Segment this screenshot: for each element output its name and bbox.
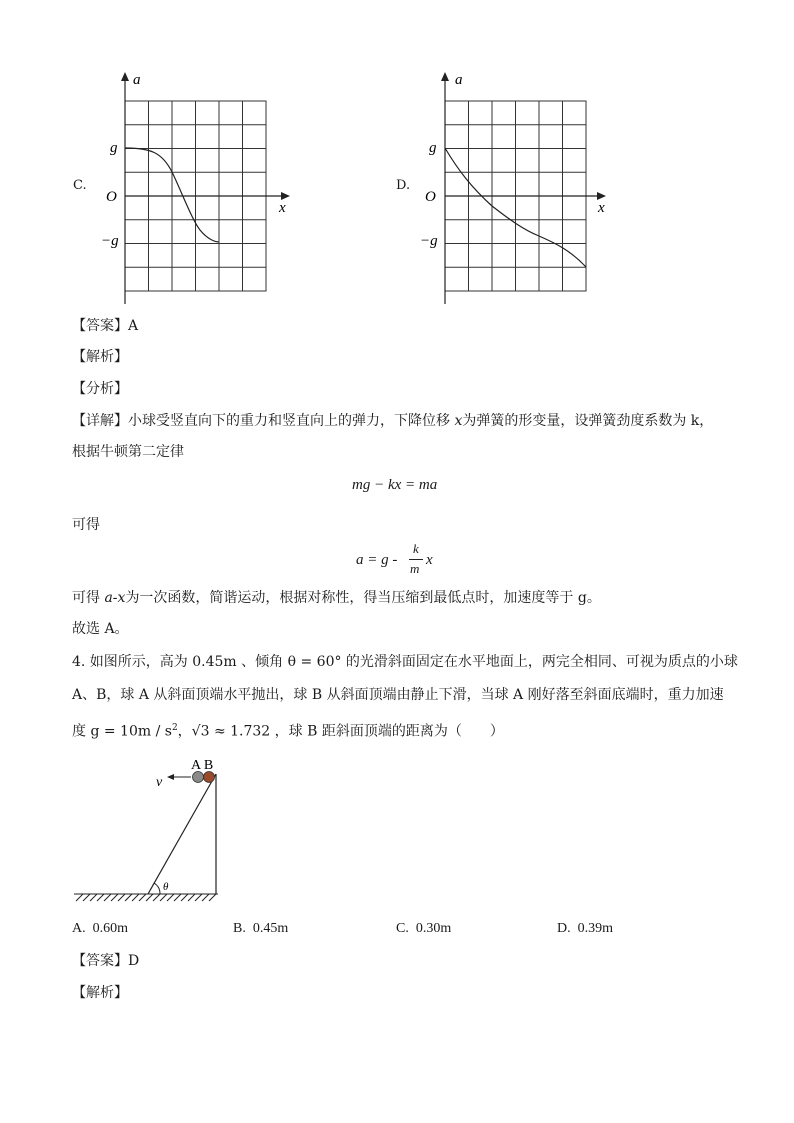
q4-option-c[interactable] xyxy=(396,921,451,937)
graph-c-tick-g: g xyxy=(110,140,118,156)
q4-option-d-letter: D. xyxy=(557,921,571,936)
theta-arc xyxy=(154,883,160,894)
q4-stem-line-3 xyxy=(72,718,504,742)
option-d-label: D. xyxy=(396,178,411,193)
graph-c-axis-x: x xyxy=(279,200,286,216)
graph-d-x-arrow-icon xyxy=(597,192,606,200)
q3-answer-line xyxy=(72,316,138,336)
q4-option-a-value: 0.60m xyxy=(92,921,129,936)
q4-option-c-value: 0.30m xyxy=(415,921,452,936)
graph-c xyxy=(100,68,300,308)
q4-stem-line-1: 4. 如图所示，高为 0.45m 、倾角 θ = 60° 的光滑斜面固定在水平地面上，两完全相同、可视为质点的小球 xyxy=(72,654,738,670)
ball-a-icon xyxy=(193,772,204,783)
q4-option-d-value: 0.39m xyxy=(577,921,614,936)
graph-d xyxy=(420,68,620,308)
q4-option-b-value: 0.45m xyxy=(252,921,289,936)
q3-conclusion-2: 为一次函数，简谐运动，根据对称性，得当压缩到最低点时，加速度等于 g。 xyxy=(125,590,601,606)
q3-detail-text-2: 为弹簧的形变量，设弹簧劲度系数为 k， xyxy=(462,413,714,429)
q3-eq2-denominator: m xyxy=(410,561,420,576)
q4-answer-tag: 【答案】 xyxy=(72,953,128,969)
q4-figure xyxy=(70,752,230,907)
q4-stem-line-2: A、B，球 A 从斜面顶端水平抛出，球 B 从斜面顶端由静止下滑，当球 A 刚好落至斜面底端时，重力加速 xyxy=(72,687,724,703)
q4-analysis-tag: 【解析】 xyxy=(72,985,128,1001)
q3-detail-var-x: x xyxy=(454,413,463,429)
q3-analysis-tag: 【解析】 xyxy=(72,349,128,365)
incline-slope xyxy=(148,774,216,894)
q3-conclusion-1: 可得 xyxy=(72,590,100,606)
q4-answer-value: D xyxy=(128,953,140,969)
graph-d-tick-origin: O xyxy=(425,189,436,205)
graph-c-x-arrow-icon xyxy=(281,192,290,200)
fig-label-ab: A B xyxy=(191,758,214,773)
q4-option-a-letter: A. xyxy=(72,921,86,936)
q3-answer-tag: 【答案】 xyxy=(72,318,128,334)
graph-c-tick-neg-g: −g xyxy=(101,233,119,249)
q3-detail-tag: 【详解】 xyxy=(72,413,128,429)
q3-conclusion-line xyxy=(72,588,601,608)
q3-newton-text: 根据牛顿第二定律 xyxy=(72,444,184,460)
q3-eq2-var: x xyxy=(426,552,433,568)
q3-choose: 故选 A。 xyxy=(72,621,129,637)
q3-conclusion-var: a-x xyxy=(104,590,126,606)
q3-answer-value: A xyxy=(128,318,139,334)
q3-equation-1: mg − kx = ma xyxy=(352,477,438,493)
q4-option-c-letter: C. xyxy=(396,921,409,936)
graph-d-tick-neg-g: −g xyxy=(420,233,438,249)
q4-option-b-letter: B. xyxy=(233,921,246,936)
q4-option-b[interactable] xyxy=(233,921,288,937)
q4-stem-line-3-b: ，√3 ≈ 1.732 ，球 B 距斜面顶端的距离为（ ） xyxy=(177,723,504,740)
option-c-label: C. xyxy=(73,178,87,193)
q3-detail-line xyxy=(72,411,713,431)
q4-option-a[interactable] xyxy=(72,921,128,937)
graph-d-axis-x: x xyxy=(598,200,605,216)
fig-label-theta: θ xyxy=(163,881,169,893)
q3-eq2-numerator: k xyxy=(413,541,419,556)
q3-equation-2 xyxy=(356,541,476,581)
fig-label-v: v xyxy=(156,775,163,790)
velocity-arrow-head-icon xyxy=(167,774,174,780)
graph-d-axis-a: a xyxy=(455,72,463,88)
q4-stem-line-3-sup: 2 xyxy=(171,723,178,733)
q3-eq2-lhs: a = g - xyxy=(356,552,398,568)
q3-eq2-fraction-bar xyxy=(409,559,423,560)
q3-detail-text-1: 小球受竖直向下的重力和竖直向上的弹力，下降位移 xyxy=(128,413,450,429)
q4-option-d[interactable] xyxy=(557,921,613,937)
q3-ke-de: 可得 xyxy=(72,517,100,533)
graph-d-y-arrow-icon xyxy=(441,72,449,81)
ground-hatch xyxy=(74,894,218,901)
graph-c-y-arrow-icon xyxy=(121,72,129,81)
q3-fenxi-tag: 【分析】 xyxy=(72,381,128,397)
graph-d-tick-g: g xyxy=(429,140,437,156)
q4-stem-line-3-a: 度 g = 10m / s xyxy=(72,723,172,740)
ball-b-icon xyxy=(204,772,215,783)
graph-c-axis-a: a xyxy=(133,72,141,88)
q4-answer-line xyxy=(72,951,139,971)
graph-c-tick-origin: O xyxy=(106,189,117,205)
